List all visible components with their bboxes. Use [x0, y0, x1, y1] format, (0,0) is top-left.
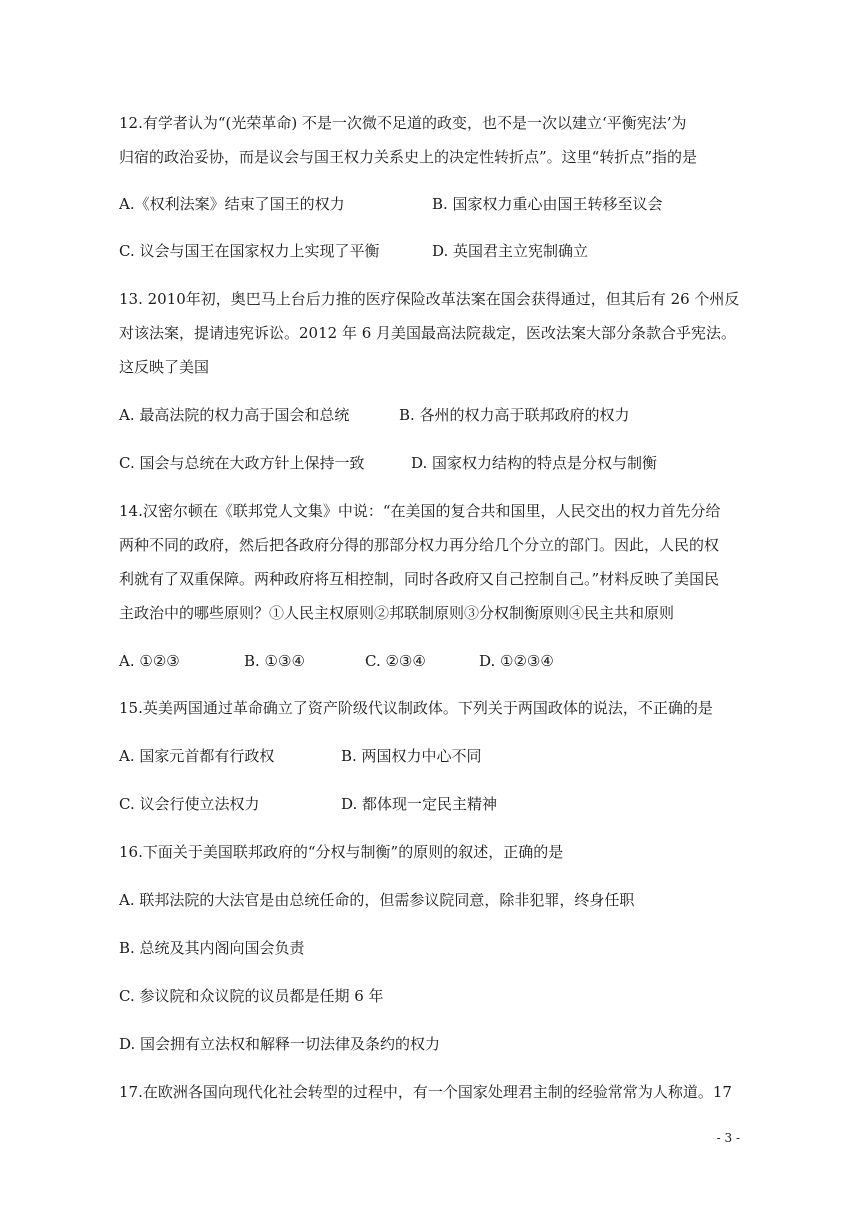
q12-stem-line-2: 归宿的政治妥协，而是议会与国王权力关系史上的决定性转折点”。这里“转折点”指的是: [119, 148, 698, 166]
q14-stem-line-1: 14.汉密尔顿在《联邦党人文集》中说：“在美国的复合共和国里，人民交出的权力首先分给: [119, 502, 721, 520]
q14-option-b: B. ①③④: [244, 652, 305, 670]
q13-stem-line-1: 13. 2010年初，奥巴马上台后力推的医疗保险改革法案在国会获得通过，但其后有 26 个州反: [119, 290, 740, 308]
q12-option-a: A.《权利法案》结束了国王的权力: [119, 195, 345, 213]
q14-option-a: A. ①②③: [119, 652, 180, 670]
q12-option-b: B. 国家权力重心由国王转移至议会: [432, 195, 663, 213]
q13-stem-line-2: 对该法案，提请违宪诉讼。2012 年 6 月美国最高法院裁定，医改法案大部分条款合乎宪法。: [119, 324, 737, 342]
q16-option-b: B. 总统及其内阁向国会负责: [119, 939, 305, 957]
q13-option-a: A. 最高法院的权力高于国会和总统: [119, 406, 350, 424]
q16-option-a: A. 联邦法院的大法官是由总统任命的，但需参议院同意，除非犯罪，终身任职: [119, 891, 635, 909]
q14-stem-line-2: 两种不同的政府，然后把各政府分得的那部分权力再分给几个分立的部门。因此，人民的权: [119, 536, 720, 554]
q13-option-d: D. 国家权力结构的特点是分权与制衡: [411, 454, 658, 472]
q16-stem: 16.下面关于美国联邦政府的“分权与制衡”的原则的叙述，正确的是: [119, 843, 564, 861]
q12-option-d: D. 英国君主立宪制确立: [432, 242, 589, 260]
q14-stem-line-3: 利就有了双重保障。两种政府将互相控制，同时各政府又自己控制自己。”材料反映了美国民: [119, 570, 720, 588]
q14-option-c: C. ②③④: [365, 652, 426, 670]
q15-option-a: A. 国家元首都有行政权: [119, 747, 275, 765]
q15-option-b: B. 两国权力中心不同: [341, 747, 482, 765]
q16-option-d: D. 国会拥有立法权和解释一切法律及条约的权力: [119, 1035, 441, 1053]
q13-option-b: B. 各州的权力高于联邦政府的权力: [399, 406, 630, 424]
q12-option-c: C. 议会与国王在国家权力上实现了平衡: [119, 242, 380, 260]
q12-stem-line-1: 12.有学者认为“(光荣革命) 不是一次微不足道的政变，也不是一次以建立‘平衡宪法’为: [119, 114, 687, 132]
q13-stem-line-3: 这反映了美国: [119, 358, 210, 376]
q14-option-d: D. ①②③④: [479, 652, 554, 670]
q15-option-d: D. 都体现一定民主精神: [341, 795, 498, 813]
q17-stem: 17.在欧洲各国向现代化社会转型的过程中，有一个国家处理君主制的经验常常为人称道。17: [119, 1083, 732, 1101]
q15-option-c: C. 议会行使立法权力: [119, 795, 260, 813]
page-number: - 3 -: [716, 1131, 740, 1145]
q13-option-c: C. 国会与总统在大政方针上保持一致: [119, 454, 365, 472]
q16-option-c: C. 参议院和众议院的议员都是任期 6 年: [119, 987, 384, 1005]
q15-stem: 15.英美两国通过革命确立了资产阶级代议制政体。下列关于两国政体的说法，不正确的是: [119, 699, 713, 717]
q14-stem-line-4: 主政治中的哪些原则？①人民主权原则②邦联制原则③分权制衡原则④民主共和原则: [119, 604, 675, 622]
